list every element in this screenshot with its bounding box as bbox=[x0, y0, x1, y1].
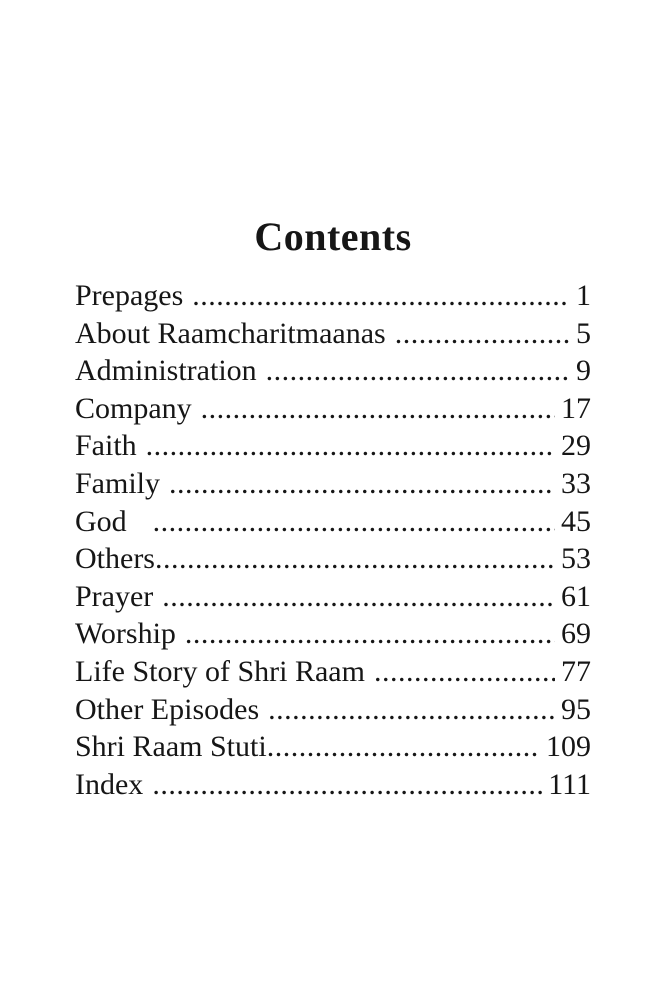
toc-entry-page: 5 bbox=[576, 316, 591, 350]
toc-entry-title: Others bbox=[75, 542, 155, 576]
toc-entry bbox=[75, 390, 591, 428]
toc-entry-title: Company bbox=[75, 391, 192, 425]
dot-leader bbox=[267, 728, 540, 766]
toc-entry bbox=[75, 728, 591, 766]
dot-leader bbox=[201, 390, 555, 428]
toc-entry-title: Prayer bbox=[75, 579, 154, 613]
toc-entry-page: 77 bbox=[561, 654, 591, 688]
toc-entry-page: 61 bbox=[561, 579, 591, 613]
toc-entry bbox=[75, 315, 591, 353]
dot-leader bbox=[268, 691, 555, 729]
toc-entry bbox=[75, 352, 591, 390]
dot-leader bbox=[185, 615, 555, 653]
toc-entry bbox=[75, 766, 591, 804]
toc-entry-page: 53 bbox=[561, 542, 591, 576]
toc-entry-title: Index bbox=[75, 767, 144, 801]
toc-entry bbox=[75, 465, 591, 503]
dot-leader bbox=[162, 578, 555, 616]
toc-entry-title: Shri Raam Stuti bbox=[75, 730, 267, 764]
toc-entry-title: Administration bbox=[75, 354, 257, 388]
toc-entry-title: About Raamcharitmaanas bbox=[75, 316, 386, 350]
toc-entry bbox=[75, 578, 591, 616]
dot-leader bbox=[395, 315, 570, 353]
toc-entry-title: Worship bbox=[75, 617, 176, 651]
toc-entry-page: 29 bbox=[561, 429, 591, 463]
dot-leader bbox=[192, 277, 570, 315]
toc-entry-page: 95 bbox=[561, 692, 591, 726]
toc-entry bbox=[75, 503, 591, 541]
toc-entry-title: God bbox=[75, 504, 127, 538]
toc-entry-page: 33 bbox=[561, 466, 591, 500]
toc-entry-page: 45 bbox=[561, 504, 591, 538]
toc-entry bbox=[75, 540, 591, 578]
page-title: Contents bbox=[254, 214, 412, 259]
dot-leader bbox=[266, 352, 570, 390]
dot-leader bbox=[169, 465, 555, 503]
toc-entry-page: 1 bbox=[576, 279, 591, 312]
dot-leader bbox=[374, 653, 555, 691]
toc-entry bbox=[75, 653, 591, 691]
toc-entry-title: Other Episodes bbox=[75, 692, 260, 726]
toc-entry bbox=[75, 277, 591, 315]
toc-entry-title: Prepages bbox=[75, 279, 184, 312]
toc-entry bbox=[75, 691, 591, 729]
toc-entry-page: 17 bbox=[561, 391, 591, 425]
toc-entry bbox=[75, 615, 591, 653]
toc-entry-title: Life Story of Shri Raam bbox=[75, 654, 365, 688]
toc-entry-page: 69 bbox=[561, 617, 591, 651]
toc-entry bbox=[75, 427, 591, 465]
dot-leader bbox=[155, 540, 555, 578]
toc-entry-page: 111 bbox=[548, 767, 591, 801]
toc-entry-page: 109 bbox=[546, 730, 591, 764]
toc-entry-title: Faith bbox=[75, 429, 137, 463]
dot-leader bbox=[153, 503, 555, 541]
dot-leader bbox=[146, 427, 555, 465]
toc-entry-title: Family bbox=[75, 466, 161, 500]
toc-entry-page: 9 bbox=[576, 354, 591, 388]
table-of-contents bbox=[75, 277, 591, 803]
dot-leader bbox=[152, 766, 542, 804]
